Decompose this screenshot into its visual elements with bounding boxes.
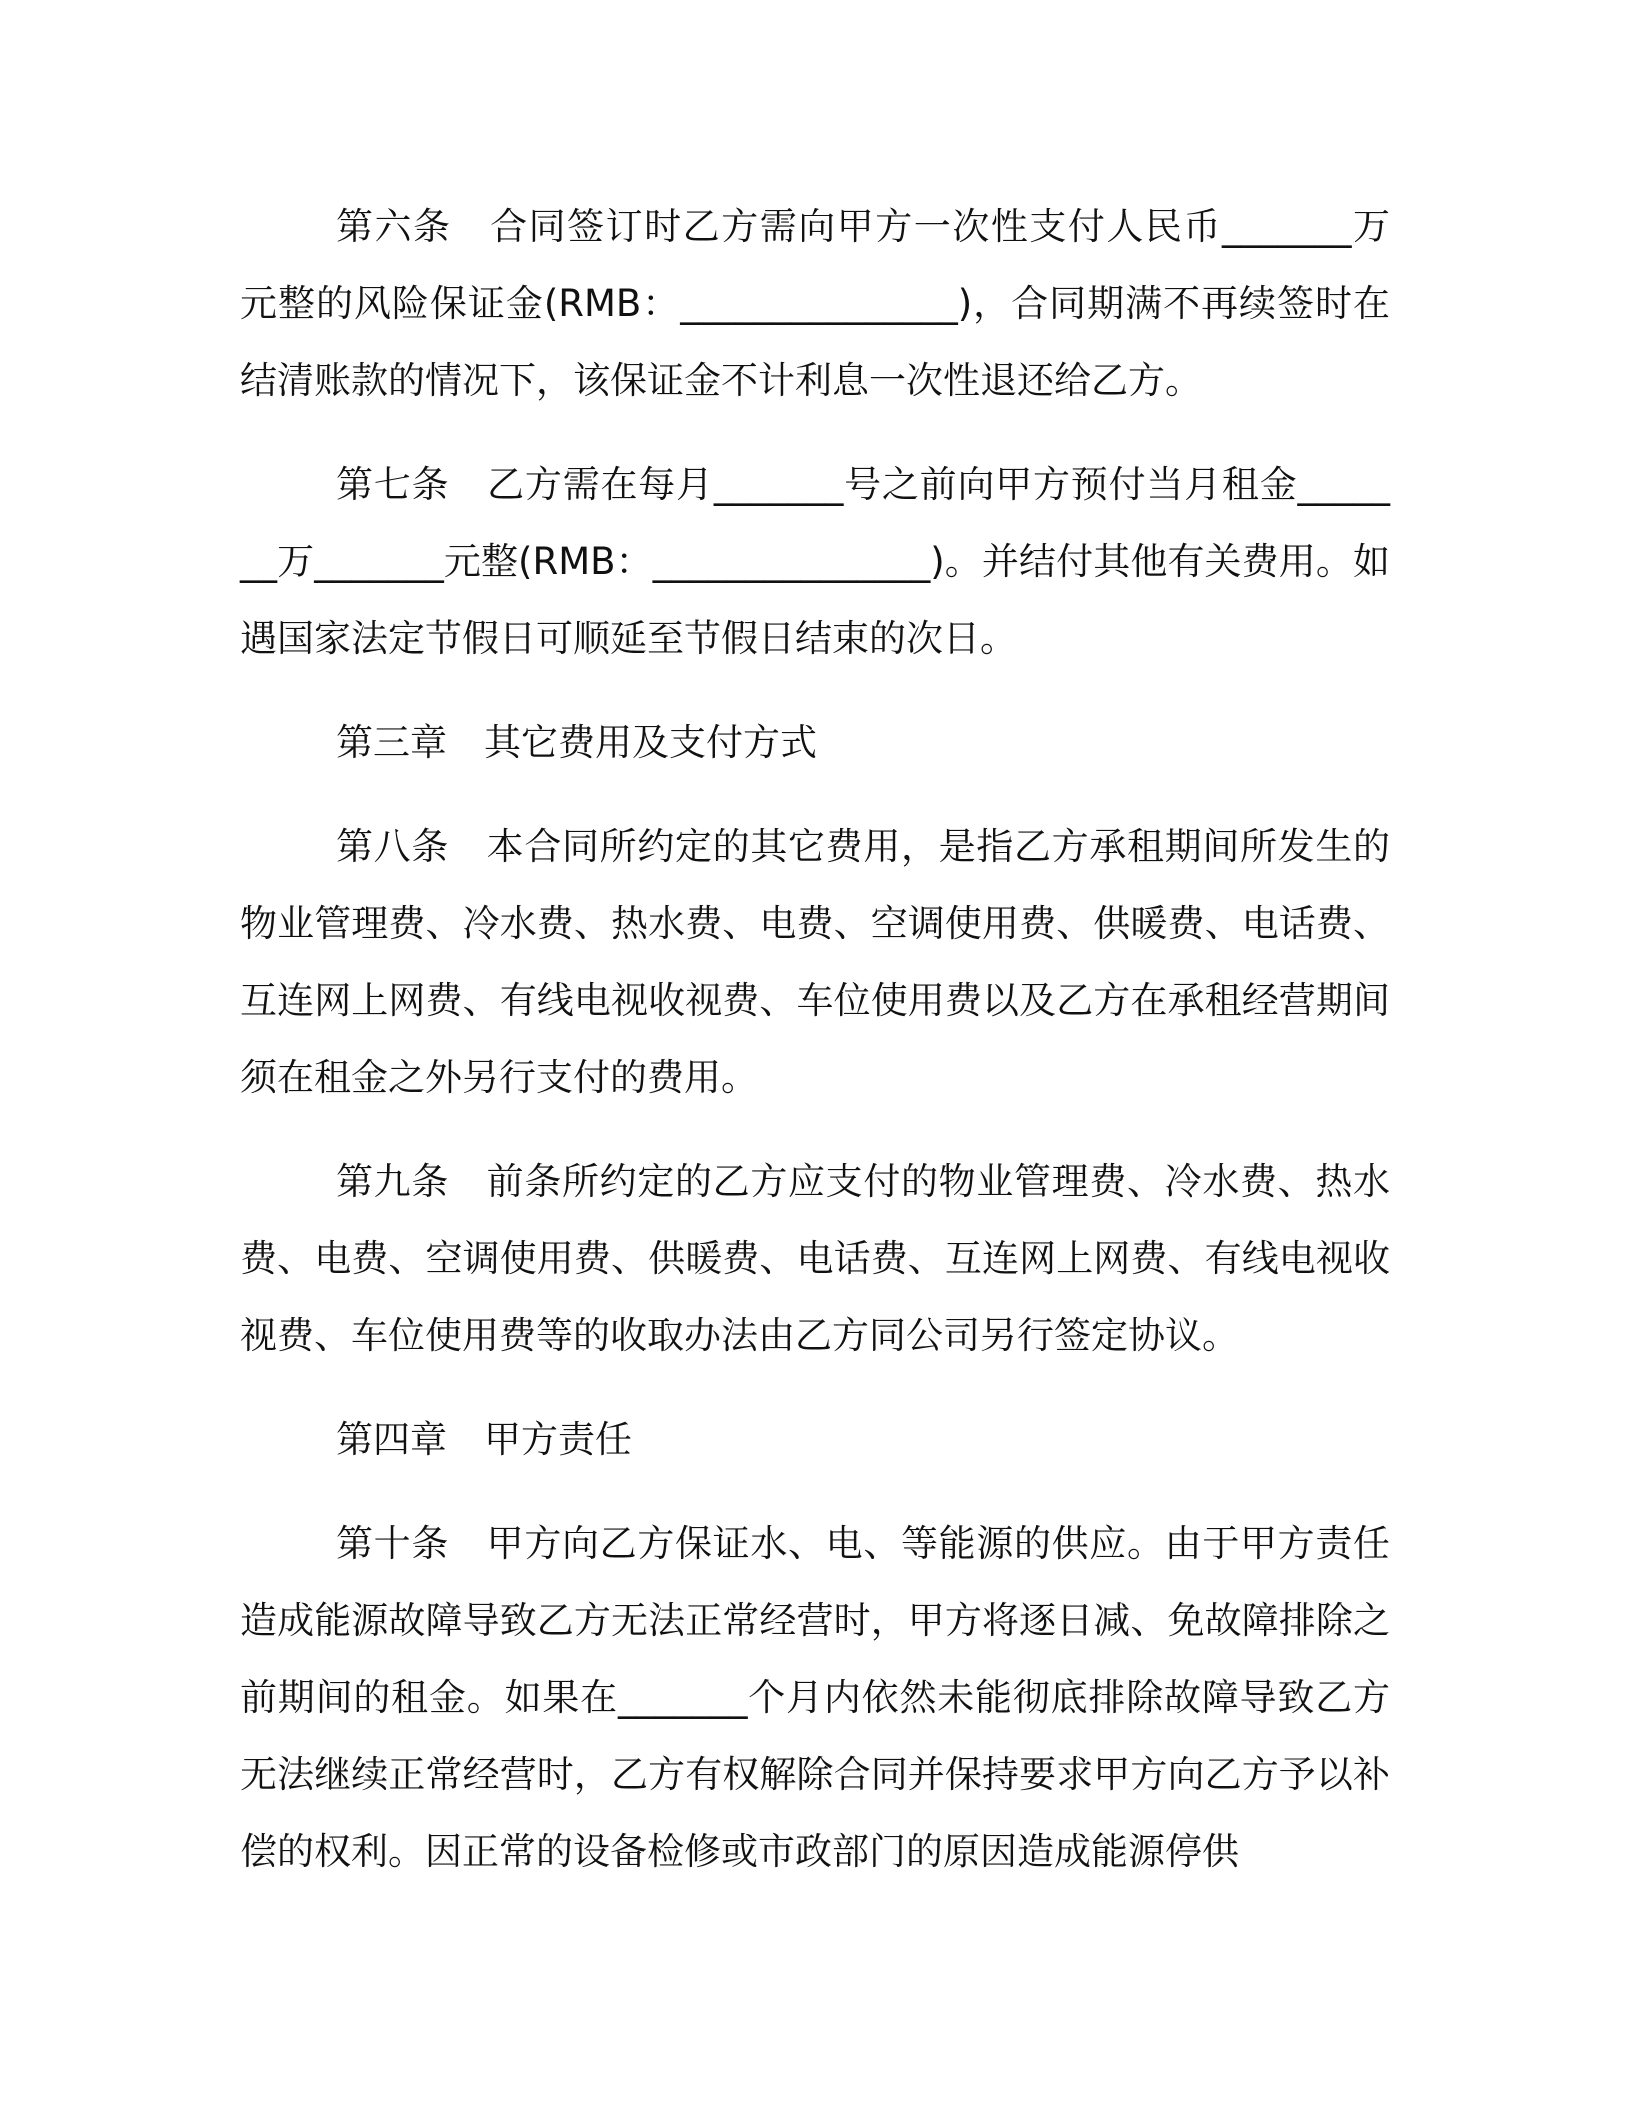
article-8-paragraph: 第八条 本合同所约定的其它费用，是指乙方承租期间所发生的物业管理费、冷水费、热水费、电费、空调使用费、供暖费、电话费、互连网上网费、有线电视收视费、车位使用费以及乙方在承租经营期间须在租金之外另行支付的费用。 xyxy=(240,825,1390,1099)
chapter-4-heading: 第四章 甲方责任 xyxy=(336,1418,632,1461)
article-6-paragraph: 第六条 合同签订时乙方需向甲方一次性支付人民币_______万元整的风险保证金(RMB：_______________)，合同期满不再续签时在结清账款的情况下，该保证金不计利息一次性退还给乙方。 xyxy=(240,205,1390,402)
document-body xyxy=(240,188,1390,1890)
chapter-3-heading: 第三章 其它费用及支付方式 xyxy=(336,721,817,764)
article-9-paragraph: 第九条 前条所约定的乙方应支付的物业管理费、冷水费、热水费、电费、空调使用费、供暖费、电话费、互连网上网费、有线电视收视费、车位使用费等的收取办法由乙方同公司另行签定协议。 xyxy=(240,1160,1390,1357)
article-7-paragraph: 第七条 乙方需在每月_______号之前向甲方预付当月租金_______万_______元整(RMB：_______________)。并结付其他有关费用。如遇国家法定节假日可顺延至节假日结束的次日。 xyxy=(240,463,1390,660)
article-10-paragraph: 第十条 甲方向乙方保证水、电、等能源的供应。由于甲方责任造成能源故障导致乙方无法正常经营时，甲方将逐日减、免故障排除之前期间的租金。如果在_______个月内依然未能彻底排除故障导致乙方无法继续正常经营时，乙方有权解除合同并保持要求甲方向乙方予以补偿的权利。因正常的设备检修或市政部门的原因造成能源停供 xyxy=(240,1522,1390,1873)
